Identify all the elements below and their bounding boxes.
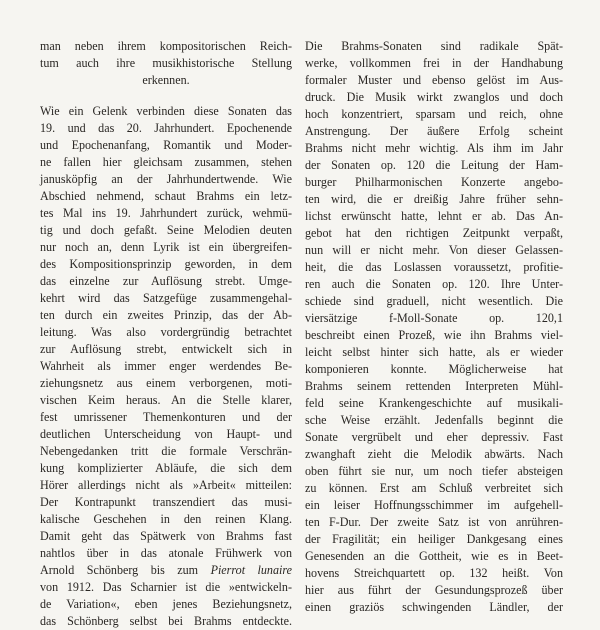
text-line: tig und doch gefaßt. Seine Melodien deuten xyxy=(40,223,292,237)
text-line: 19. und das 20. Jahrhundert. Epochenende xyxy=(40,121,292,135)
left-column xyxy=(40,38,292,630)
text-line-with-title xyxy=(40,562,292,579)
text-fragment: Arnold Schönberg bis zum xyxy=(40,563,211,577)
text-line: formaler Muster und ebenso gelöst im Aus- xyxy=(305,73,563,87)
text-line: janusköpfig an der Jahrhundertwende. Wie xyxy=(40,172,292,186)
text-line: vischen Keim heraus. An die Stelle klarer, xyxy=(40,393,292,407)
text-line: ten wird, die er dreißig Jahre früher sehn- xyxy=(305,192,563,206)
text-line: de Variation«, eben jenes Beziehungsnetz, xyxy=(40,597,292,611)
text-line: Brahms seinem rettenden Interpreten Mühl- xyxy=(305,379,563,393)
text-line: ren auch die Sonaten op. 120. Ihre Unter- xyxy=(305,277,563,291)
text-line: burger Philharmonischen Konzerte angebo- xyxy=(305,175,563,189)
text-line: werke, vollkommen frei in der Handhabung xyxy=(305,56,563,70)
text-line: kung komplizierter Abläufe, die sich dem xyxy=(40,461,292,475)
text-line: Wie ein Gelenk verbinden diese Sonaten das xyxy=(40,104,292,118)
text-line: sche Weise erzählt. Jedenfalls beginnt die xyxy=(305,413,563,427)
text-line: ten F-Dur. Der zweite Satz ist von anrühren- xyxy=(305,515,563,529)
text-line: erkennen. xyxy=(142,73,190,87)
text-line: zwanghaft zieht die Melodik abwärts. Nach xyxy=(305,447,563,461)
text-line: zu können. Erst am Schluß verbreitet sich xyxy=(305,481,563,495)
text-line: ein leiser Hoffnungsschimmer im aufgehell- xyxy=(305,498,563,512)
text-line: gebot hat den richtigen Zeitpunkt verpaßt, xyxy=(305,226,563,240)
text-line: fest umrissener Themenkonturen und der xyxy=(40,410,292,424)
text-line: leitung. Was also vordergründig betrachtet xyxy=(40,325,292,339)
text-line: und Epochenanfang, Romantik und Moder- xyxy=(40,138,292,152)
text-line: einen graziös schwingenden Ländler, der xyxy=(305,600,563,614)
text-line: schiede sind graduell, nicht wesentlich. Die xyxy=(305,294,563,308)
text-line: des Kompositionsprinzip geworden, in dem xyxy=(40,257,292,271)
text-line: Hörer allerdings nicht als »Arbeit« mitteilen: xyxy=(40,478,292,492)
text-line: deutlichen Unterscheidung von Haupt- und xyxy=(40,427,292,441)
text-line: beschreibt einen Prozeß, wie ihn Brahms viel- xyxy=(305,328,563,342)
text-line: Abschied nehmend, schaut Brahms ein letz- xyxy=(40,189,292,203)
text-line: oben führt sie nur, um noch tiefer absteigen xyxy=(305,464,563,478)
right-column xyxy=(305,38,563,616)
text-line: Der Kontrapunkt transzendiert das musi- xyxy=(40,495,292,509)
text-line: der Sonaten op. 120 die Leitung der Ham- xyxy=(305,158,563,172)
text-line: heit, die das Loslassen voraussetzt, profitie- xyxy=(305,260,563,274)
text-line: Damit geht das Spätwerk von Brahms fast xyxy=(40,529,292,543)
text-line: nahtlos über in das atonale Frühwerk von xyxy=(40,546,292,560)
text-line: Brahms nicht mehr wichtig. Als ihm im Jahr xyxy=(305,141,563,155)
text-line: hoch konzentriert, sparsam und reich, ohne xyxy=(305,107,563,121)
text-line: Nebengedanken tritt die formale Verschrän- xyxy=(40,444,292,458)
text-line: ne fallen hier gleichsam zusammen, stehen xyxy=(40,155,292,169)
text-line: Anstrengung. Der äußere Erfolg scheint xyxy=(305,124,563,138)
text-line: das einzelne zur Auflösung strebt. Umge- xyxy=(40,274,292,288)
text-line: Wahrheit als immer enger werdendes Be- xyxy=(40,359,292,373)
text-line: druck. Die Musik wirkt zwanglos und doch xyxy=(305,90,563,104)
text-line: Genesenden an die Gottheit, wie es in Beet- xyxy=(305,549,563,563)
text-line: ziehungsnetz aus einem verborgenen, moti- xyxy=(40,376,292,390)
text-line: lichst erwünscht hatte, lehnt er ab. Das An- xyxy=(305,209,563,223)
text-line: nun will er nicht mehr. Von dieser Gelassen- xyxy=(305,243,563,257)
text-line: Die Brahms-Sonaten sind radikale Spät- xyxy=(305,39,563,53)
text-line: kehrt wird das Satzgefüge zusammengehal- xyxy=(40,291,292,305)
text-line: tum auch ihre musikhistorische Stellung xyxy=(40,56,292,70)
work-title: Pierrot lunaire xyxy=(210,563,292,577)
text-line: ten durch ein zweites Prinzip, das der Ab- xyxy=(40,308,292,322)
text-line: leicht selbst hinter sich hatte, als er wieder xyxy=(305,345,563,359)
text-line: das Schönberg selbst bei Brahms entdeckte. xyxy=(40,614,292,628)
text-line: man neben ihrem kompositorischen Reich- xyxy=(40,39,292,53)
text-line: von 1912. Das Scharnier ist die »entwickeln- xyxy=(40,580,292,594)
text-line: komponieren konnte. Möglicherweise hat xyxy=(305,362,563,376)
text-line: nur noch an, denn Lyrik ist ein übergreifen- xyxy=(40,240,292,254)
text-line: hovens Streichquartett op. 132 heißt. Von xyxy=(305,566,563,580)
text-line: kalische Geschehen in den reinen Klang. xyxy=(40,512,292,526)
text-line: viersätzige f-Moll-Sonate op. 120,1 xyxy=(305,311,563,325)
text-line: feld seine Krankengeschichte auf musikali- xyxy=(305,396,563,410)
text-line: Sonate vergrübelt und eher depressiv. Fast xyxy=(305,430,563,444)
text-line: zur Auflösung strebt, entwickelt sich in xyxy=(40,342,292,356)
text-line: hier aus führt der Gesundungsprozeß über xyxy=(305,583,563,597)
text-line: tes Mal ins 19. Jahrhundert zurück, wehmü- xyxy=(40,206,292,220)
text-line: der Fragilität; ein heiliger Dankgesang eines xyxy=(305,532,563,546)
